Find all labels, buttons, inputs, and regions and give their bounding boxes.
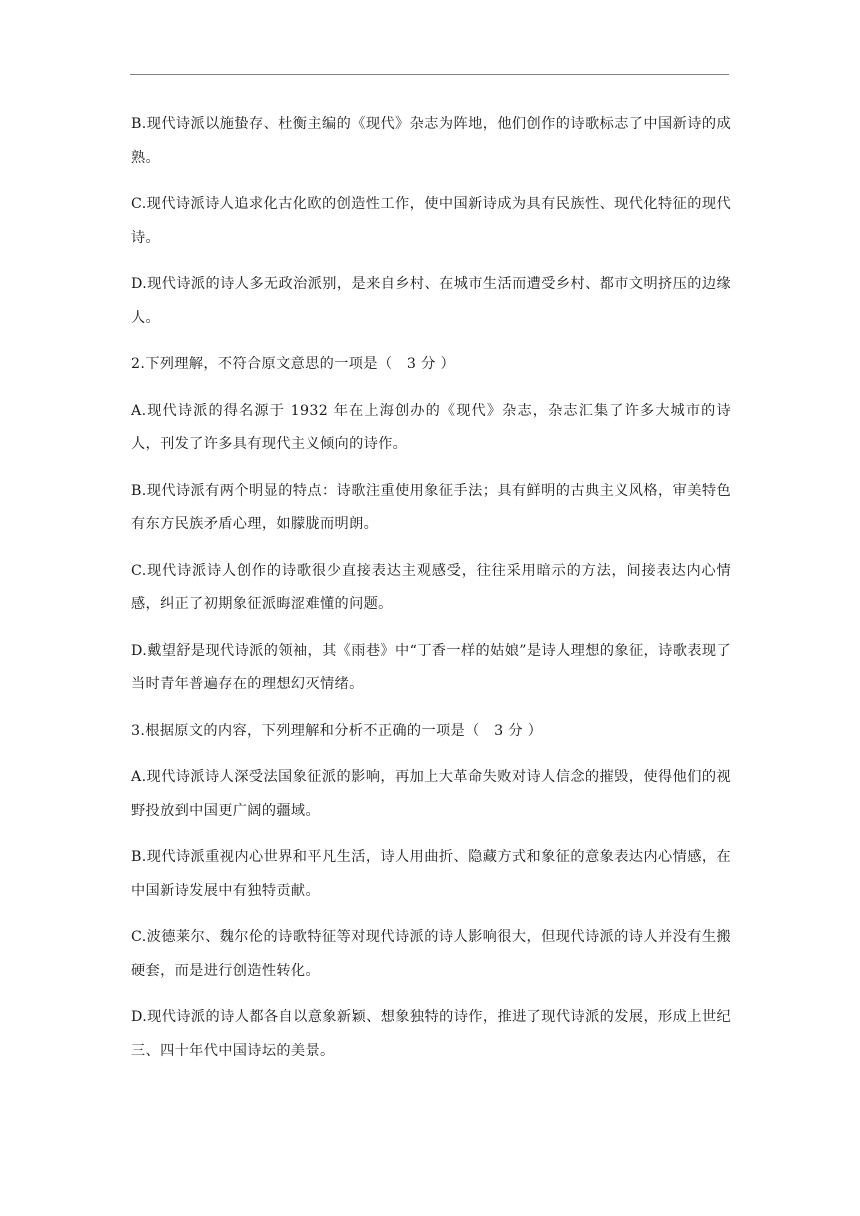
option-c-q2: C.现代诗派诗人创作的诗歌很少直接表达主观感受，往往采用暗示的方法，间接表达内心情感，纠正了初期象征派晦涩难懂的问题。 — [131, 562, 731, 612]
option-b-q3: B.现代诗派重视内心世界和平凡生活，诗人用曲折、隐藏方式和象征的意象表达内心情感，在中国新诗发展中有独特贡献。 — [131, 849, 731, 899]
question-3-stem: 3.根据原文的内容，下列理解和分析不正确的一项是（ 3 分 ） — [131, 722, 543, 739]
question-2-stem: 2.下列理解，不符合原文意思的一项是（ 3 分 ） — [131, 356, 456, 372]
option-d-q3: D.现代诗派的诗人都各自以意象新颖、想象独特的诗作，推进了现代诗派的发展，形成上世纪三、四十年代中国诗坛的美景。 — [131, 1009, 731, 1059]
option-d-q1: D.现代诗派的诗人多无政治派别，是来自乡村、在城市生活而遭受乡村、都市文明挤压的边缘人。 — [131, 276, 731, 326]
option-c-q3: C.波德莱尔、魏尔伦的诗歌特征等对现代诗派的诗人影响很大，但现代诗派的诗人并没有生搬硬套，而是进行创造性转化。 — [131, 929, 731, 979]
option-b-q1: B.现代诗派以施蛰存、杜衡主编的《现代》杂志为阵地，他们创作的诗歌标志了中国新诗的成熟。 — [131, 116, 731, 166]
option-d-q2: D.戴望舒是现代诗派的领袖，其《雨巷》中“丁香一样的姑娘”是诗人理想的象征，诗歌表现了当时青年普遍存在的理想幻灭情绪。 — [131, 642, 731, 692]
option-b-q2: B.现代诗派有两个明显的特点：诗歌注重使用象征手法；具有鲜明的古典主义风格，审美特色有东方民族矛盾心理，如朦胧而明朗。 — [131, 482, 731, 532]
option-c-q1: C.现代诗派诗人追求化古化欧的创造性工作，使中国新诗成为具有民族性、现代化特征的现代诗。 — [131, 196, 731, 246]
header-rule — [130, 74, 729, 75]
option-a-q3: A.现代诗派诗人深受法国象征派的影响，再加上大革命失败对诗人信念的摧毁，使得他们的视野投放到中国更广阔的疆域。 — [131, 769, 731, 819]
option-a-q2: A.现代诗派的得名源于 1932 年在上海创办的《现代》杂志，杂志汇集了许多大城市的诗人，刊发了许多具有现代主义倾向的诗作。 — [131, 402, 731, 452]
document-body — [131, 108, 731, 1081]
